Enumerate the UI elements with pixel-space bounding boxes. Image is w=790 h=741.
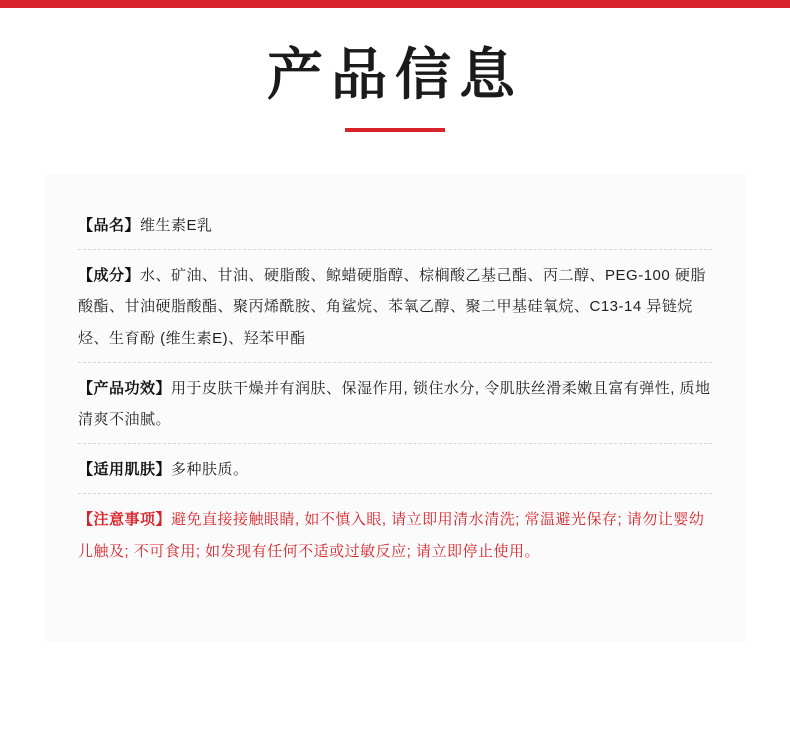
page-title: 产品信息 [267, 43, 523, 106]
info-row-cautions [78, 504, 712, 574]
info-row-product-name [78, 210, 712, 250]
product-info-card [44, 174, 746, 642]
info-line [78, 373, 712, 435]
info-row-efficacy [78, 373, 712, 444]
title-underline [345, 128, 445, 132]
info-row-text: 用于皮肤干燥并有润肤、保湿作用, 锁住水分, 令肌肤丝滑柔嫩且富有弹性, 质地清爽不油腻。 [78, 379, 711, 428]
top-accent-bar [0, 0, 790, 8]
info-row-text: 避免直接接触眼睛, 如不慎入眼, 请立即用清水清洗; 常温避光保存; 请勿让婴幼儿触及; 不可食用; 如发现有任何不适或过敏反应; 请立即停止使用。 [78, 511, 705, 560]
info-line [78, 454, 712, 485]
info-row-text: 维生素E乳 [140, 217, 213, 234]
info-row-ingredients [78, 260, 712, 363]
info-row-label: 【注意事项】 [78, 511, 172, 529]
info-row-skin-type [78, 454, 712, 494]
info-row-label: 【适用肌肤】 [78, 461, 172, 479]
info-line [78, 504, 712, 566]
page-title-block [0, 44, 790, 132]
info-line [78, 260, 712, 354]
info-row-label: 【品名】 [78, 217, 141, 234]
info-line [78, 210, 712, 241]
info-row-label: 【产品功效】 [78, 379, 172, 397]
info-row-text: 多种肤质。 [171, 461, 249, 479]
info-row-text: 水、矿油、甘油、硬脂酸、鲸蜡硬脂醇、棕榈酸乙基己酯、丙二醇、PEG-100 硬脂酸酯、甘油硬脂酸酯、聚丙烯酰胺、角鲨烷、苯氧乙醇、聚二甲基硅氧烷、C13-14 异链烷烃、生育酚 (维生素E)、羟苯甲酯 [78, 267, 706, 347]
info-row-label: 【成分】 [78, 267, 141, 285]
